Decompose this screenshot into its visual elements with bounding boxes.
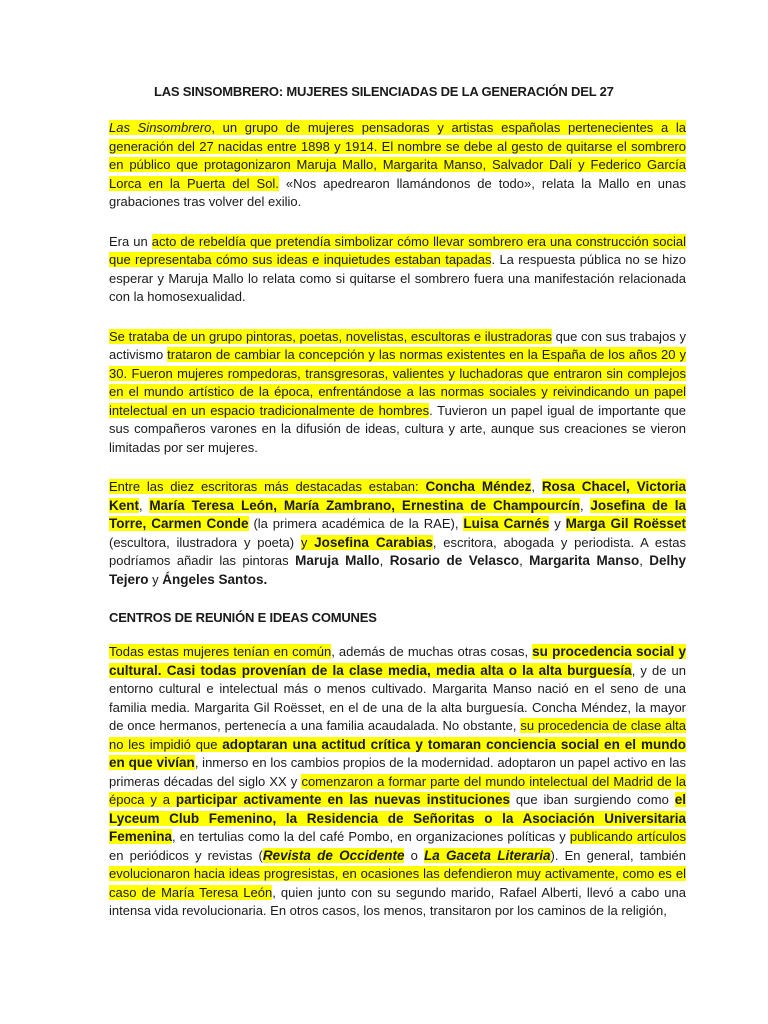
painter-name: Delhy Tejero: [109, 553, 687, 587]
writer-name: Rosa Chacel, Victoria Kent: [109, 479, 687, 513]
paragraph-5: [109, 643, 686, 921]
text-span: ,: [139, 497, 150, 513]
writer-name: Concha Méndez: [425, 479, 532, 494]
highlight-span: Todas estas mujeres tenían en común: [109, 644, 332, 659]
highlight-span: evolucionaron hacia ideas progresistas, en ocasiones las defendieron muy activamente, como es el caso de María Teresa León: [109, 866, 686, 900]
text-span: ,: [379, 553, 390, 568]
painter-name: Maruja Mallo: [295, 553, 380, 568]
highlight-span: comenzaron a formar parte del mundo intelectual del Madrid de la época y a: [109, 773, 687, 807]
text-span: , en tertulias como la del café Pombo, en organizaciones políticas y: [172, 829, 570, 844]
writer-name: María Teresa León, María Zambrano, Ernestina de Champourcín: [149, 497, 581, 513]
text-span: ,: [531, 479, 542, 494]
text-span: , quien junto con su segundo marido, Rafael Alberti, llevó a cabo una intensa vida revolucionaria. En otros casos, los menos, transitaron por los caminos de la religión,: [109, 884, 686, 918]
text-span: (la primera académica de la RAE),: [248, 516, 464, 531]
paragraph-3: [109, 328, 686, 458]
text-span: que con sus trabajos y activismo: [109, 328, 686, 362]
bold-highlight-span: su procedencia social y cultural. Casi todas provenían de la clase media, media alta o la alta burguesía: [109, 644, 686, 678]
highlight-span: Entre las diez escritoras más destacadas estaban:: [109, 479, 426, 494]
text-span: , además de muchas otras cosas,: [331, 644, 533, 659]
bold-italic-highlight-span: La Gaceta Literaria: [423, 847, 551, 863]
section-heading: CENTROS DE REUNIÓN E IDEAS COMUNES: [109, 610, 377, 625]
text-span: Era un: [109, 233, 152, 249]
bold-highlight-span: adoptaran una actitud crítica y tomaran conciencia social en el mundo en que vivían: [109, 736, 686, 770]
writer-name: Luisa Carnés: [463, 516, 550, 531]
writer-name: Josefina de la Torre, Carmen Conde: [109, 497, 686, 531]
paragraph-1: [109, 119, 686, 212]
highlight-span: Las Sinsombrero: [109, 120, 212, 135]
text-span: , escritora, abogada y periodista. A estas podríamos añadir las pintoras: [109, 534, 686, 568]
highlight-span: , un grupo de mujeres pensadoras y artistas españolas pertenecientes a la generación del 27 nacidas entre 1898 y 1914. El nombre se debe al gesto de quitarse el sombrero en público que protagonizaron Maruja Mallo, Margarita Manso, Salvador Dalí y Federico García Lorca en la Puerta del Sol.: [109, 120, 687, 191]
text-span: y: [148, 571, 163, 587]
document-title: LAS SINSOMBRERO: MUJERES SILENCIADAS DE LA GENERACIÓN DEL 27: [154, 84, 614, 99]
text-span: (escultora, ilustradora y poeta): [109, 534, 301, 550]
highlight-span: trataron de cambiar la concepción y las normas existentes en la España de los años 20 y 30. Fueron mujeres rompedoras, transgresoras, valientes y luchadoras que entraron sin complejos en el mundo artístico de la época, enfrentándose a las normas sociales y reivindicando un papel intelectual en un espacio tradicionalmente de hombres: [109, 347, 686, 418]
painter-name: Ángeles Santos.: [162, 571, 268, 587]
text-span: en periódicos y revistas (: [109, 847, 263, 863]
text-span: ,: [580, 497, 591, 513]
highlight-span: su procedencia de clase alta no les impidió que: [109, 718, 686, 752]
highlight-span: acto de rebeldía que pretendía simbolizar cómo llevar sombrero era una construcción social que representaba cómo sus ideas e inquietudes estaban tapadas: [109, 233, 686, 267]
writer-name: Marga Gil Roësset: [565, 516, 686, 531]
text-span: , inmerso en los cambios propios de la modernidad. adoptaron un papel activo en las primeras décadas del siglo XX y: [109, 755, 686, 789]
highlight-span: Se trataba de un grupo pintoras, poetas, novelistas, escultoras e ilustradoras: [109, 328, 552, 344]
text-span: . Tuvieron un papel igual de importante que sus compañeros varones en la difusión de ideas, cultura y arte, aunque sus creaciones se vieron limitadas por ser mujeres.: [109, 402, 686, 455]
text-span: ,: [519, 553, 530, 568]
text-span: o: [404, 847, 424, 863]
writer-name: Josefina Carabias: [314, 534, 433, 550]
paragraph-4: [109, 478, 686, 589]
text-span: . La respuesta pública no se hizo esperar y Maruja Mallo lo relata como si quitarse el sombrero fuera una manifestación relacionada con la homosexualidad.: [109, 252, 686, 304]
text-span: , y de un entorno cultural e intelectual más o menos cultivado. Margarita Manso nació en el seno de una familia media. Margarita Gil Roësset, en el de una de la alta burguesía. Concha Méndez, la mayor de once hermanos, pertenecía a una familia acaudalada. No obstante,: [109, 662, 686, 733]
highlight-span: publicando artículos: [569, 829, 686, 844]
text-span: y: [549, 516, 566, 531]
text-span: «Nos apedrearon llamándonos de todo», relata la Mallo en unas grabaciones tras volver del exilio.: [109, 175, 686, 209]
bold-italic-highlight-span: Revista de Occidente: [262, 847, 405, 863]
text-span: ). En general, también: [550, 847, 687, 863]
painter-name: Rosario de Velasco: [389, 553, 520, 568]
paragraph-2: [109, 233, 686, 307]
text-span: que iban surgiendo como: [510, 792, 675, 807]
bold-highlight-span: el Lyceum Club Femenino, la Residencia de Señoritas o la Asociación Universitaria Femenina: [109, 792, 686, 844]
painter-name: Margarita Manso: [529, 553, 640, 568]
text-span: ,: [639, 553, 650, 568]
bold-highlight-span: participar activamente en las nuevas instituciones: [175, 792, 511, 807]
highlight-span: y: [300, 534, 315, 550]
